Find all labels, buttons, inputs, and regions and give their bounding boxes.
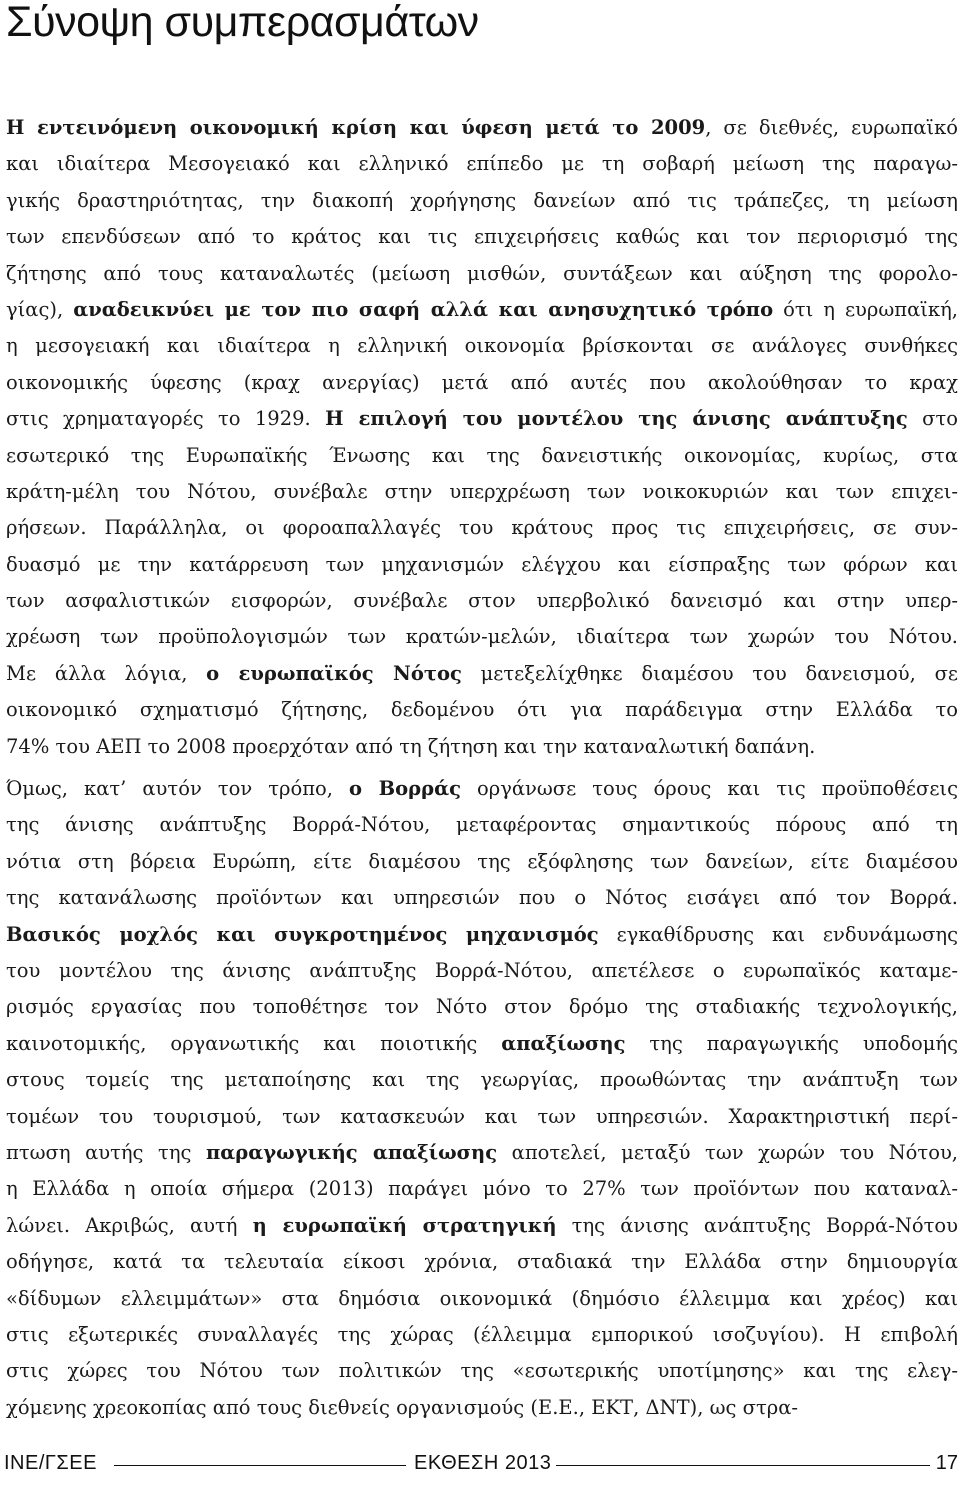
text-run: των επενδύσεων από το κράτος και τις επιχειρήσεις καθώς και τον περιορισμό της [6, 225, 958, 249]
text-run: μετεξελίχθηκε διαμέσου του δανεισμού, σε [461, 661, 958, 685]
bold-text: η ευρωπαϊκή στρατηγική [252, 1213, 557, 1237]
text-run: Όμως, κατ’ αυτόν τον τρόπο, [6, 777, 350, 801]
text-run: καινοτομικής, οργανωτικής και ποιοτικής [6, 1031, 502, 1055]
text-line [6, 1135, 958, 1171]
text-run: στο [907, 407, 958, 431]
text-line [6, 110, 958, 146]
text-run: της άνισης ανάπτυξης Βορρά-Νότου [556, 1213, 958, 1237]
text-line [6, 989, 958, 1025]
text-line [6, 917, 958, 953]
text-run: χρέωση των προϋπολογισμών των κρατών-μελών, ιδιαίτερα των χωρών του Νότου. [6, 625, 958, 649]
bold-text: Βασικός μοχλός και συγκροτημένος μηχανισμός [6, 922, 599, 946]
text-line [6, 146, 958, 182]
text-run: ρισμός εργασίας που τοποθέτησε τον Νότο στον δρόμο της σταδιακής τεχνολογικής, [6, 995, 958, 1019]
bold-text: παραγωγικής απαξίωσης [206, 1140, 498, 1164]
text-run: ζήτησης από τους καταναλωτές (μείωση μισθών, συντάξεων και αύξηση της φορολο- [6, 261, 958, 285]
text-line [6, 1099, 958, 1135]
text-run: στις εξωτερικές συναλλαγές της χώρας (έλλειμμα εμπορικού ισοζυγίου). Η επιβολή [6, 1322, 958, 1346]
paragraph-2 [6, 771, 958, 1426]
text-run: ρήσεων. Παράλληλα, οι φοροαπαλλαγές του κράτους προς τις επιχειρήσεις, σε συν- [6, 516, 958, 540]
text-run: πτωση αυτής της [6, 1140, 207, 1164]
text-line [6, 256, 958, 292]
text-line [6, 547, 958, 583]
text-run: της παραγωγικής υποδομής [625, 1031, 958, 1055]
text-run: στους τομείς της μεταποίησης και της γεωργίας, προωθώντας την ανάπτυξη των [6, 1068, 958, 1092]
text-run: χόμενης χρεοκοπίας από τους διεθνείς οργανισμούς (Ε.Ε., ΕΚΤ, ΔΝΤ), ως στρα- [6, 1395, 798, 1419]
text-line [6, 438, 958, 474]
text-run: κράτη-μέλη του Νότου, συνέβαλε στην υπερχρέωση των νοικοκυριών και των επιχει- [6, 479, 958, 503]
footer-rule-left [114, 1465, 406, 1466]
text-line [6, 1281, 958, 1317]
text-line [6, 1244, 958, 1280]
bold-text: αναδεικνύει με τον πιο σαφή αλλά και ανησυχητικό τρόπο [73, 297, 774, 321]
page-footer [4, 1452, 958, 1482]
text-line [6, 953, 958, 989]
text-line [6, 880, 958, 916]
bold-text: Η επιλογή του μοντέλου της άνισης ανάπτυξης [325, 407, 908, 431]
bold-text: ο Βορράς [349, 777, 461, 801]
footer-page-number: 17 [935, 1452, 958, 1474]
text-line [6, 619, 958, 655]
page-title: Σύνοψη συμπερασμάτων [6, 0, 479, 46]
text-run: η μεσογειακή και ιδιαίτερα η ελληνική οικονομία βρίσκονται σε ανάλογες συνθήκες [6, 334, 958, 358]
text-run: του μοντέλου της άνισης ανάπτυξης Βορρά-Νότου, απετέλεσε ο ευρωπαϊκός καταμε- [6, 958, 958, 982]
footer-report-title: ΕΚΘΕΣΗ 2013 [414, 1452, 552, 1474]
text-run: στις χώρες του Νότου των πολιτικών της «εσωτερικής υποτίμησης» και της ελεγ- [6, 1359, 958, 1383]
text-run: οργάνωσε τους όρους και τις προϋποθέσεις [460, 777, 958, 801]
footer-rule-right [556, 1465, 930, 1466]
bold-text: απαξίωσης [501, 1031, 626, 1055]
text-run: , σε διεθνές, ευρωπαϊκό [705, 116, 958, 139]
text-line [6, 583, 958, 619]
text-line [6, 1026, 958, 1062]
text-line [6, 1062, 958, 1098]
bold-text: Η εντεινόμενη οικονομική κρίση και ύφεση μετά το 2009 [6, 116, 706, 139]
text-run: οικονομικό σχηματισμό ζήτησης, δεδομένου ότι για παράδειγμα στην Ελλάδα το [6, 698, 958, 722]
text-line [6, 401, 958, 437]
text-run: γικής δραστηριότητας, την διακοπή χορήγησης δανείων από τις τράπεζες, τη μείωση [6, 188, 958, 212]
text-line [6, 328, 958, 364]
text-run: της άνισης ανάπτυξης Βορρά-Νότου, μεταφέροντας σημαντικούς πόρους από τη [6, 813, 958, 837]
text-run: εσωτερικό της Ευρωπαϊκής Ένωσης και της δανειστικής οικονομίας, κυρίως, στα [6, 443, 958, 467]
text-run: νότια στη βόρεια Ευρώπη, είτε διαμέσου της εξόφλησης των δανείων, είτε διαμέσου [6, 849, 958, 873]
text-line [6, 1317, 958, 1353]
text-run: στις χρηματαγορές το 1929. [6, 407, 326, 431]
text-run: δυασμό με την κατάρρευση των μηχανισμών ελέγχου και είσπραξης των φόρων και [6, 552, 958, 576]
text-line [6, 510, 958, 546]
text-line [6, 219, 958, 255]
text-run: και ιδιαίτερα Μεσογειακό και ελληνικό επίπεδο με τη σοβαρή μείωση της παραγω- [6, 152, 958, 176]
text-line [6, 729, 958, 765]
text-run: οδήγησε, κατά τα τελευταία είκοσι χρόνια, σταδιακά την Ελλάδα στην δημιουργία [6, 1250, 958, 1274]
text-line [6, 692, 958, 728]
text-line [6, 656, 958, 692]
text-line [6, 292, 958, 328]
text-run: οικονομικής ύφεσης (κραχ ανεργίας) μετά από αυτές που ακολούθησαν το κραχ [6, 370, 958, 394]
paragraph-1 [6, 110, 958, 765]
text-run: «δίδυμων ελλειμμάτων» στα δημόσια οικονομικά (δημόσιο έλλειμμα και χρέος) και [6, 1286, 958, 1310]
text-line [6, 1171, 958, 1207]
text-run: εγκαθίδρυσης και ενδυνάμωσης [598, 922, 958, 946]
text-line [6, 844, 958, 880]
text-run: της κατανάλωσης προϊόντων και υπηρεσιών που ο Νότος εισάγει από τον Βορρά. [6, 886, 958, 910]
text-line [6, 1208, 958, 1244]
text-line [6, 807, 958, 843]
text-run: η Ελλάδα η οποία σήμερα (2013) παράγει μόνο το 27% των προϊόντων που καταναλ- [6, 1177, 958, 1201]
text-line [6, 183, 958, 219]
footer-publisher: ΙΝΕ/ΓΣΕΕ [4, 1452, 97, 1474]
text-line [6, 1353, 958, 1389]
text-line [6, 1390, 958, 1426]
text-line [6, 474, 958, 510]
text-run: 74% του ΑΕΠ το 2008 προερχόταν από τη ζήτηση και την καταναλωτική δαπάνη. [6, 734, 816, 758]
text-line [6, 365, 958, 401]
document-body [6, 110, 958, 1426]
text-run: τομέων του τουρισμού, των κατασκευών και των υπηρεσιών. Χαρακτηριστική περί- [6, 1104, 958, 1128]
text-run: λώνει. Ακριβώς, αυτή [6, 1213, 253, 1237]
bold-text: ο ευρωπαϊκός Νότος [206, 661, 462, 685]
text-run: των ασφαλιστικών εισφορών, συνέβαλε στον υπερβολικό δανεισμό και στην υπερ- [6, 589, 958, 613]
text-run: γίας), [6, 297, 74, 321]
text-run: Με άλλα λόγια, [6, 661, 207, 685]
text-run: ότι η ευρωπαϊκή, [773, 297, 958, 321]
text-line [6, 771, 958, 807]
text-run: αποτελεί, μεταξύ των χωρών του Νότου, [497, 1140, 958, 1164]
